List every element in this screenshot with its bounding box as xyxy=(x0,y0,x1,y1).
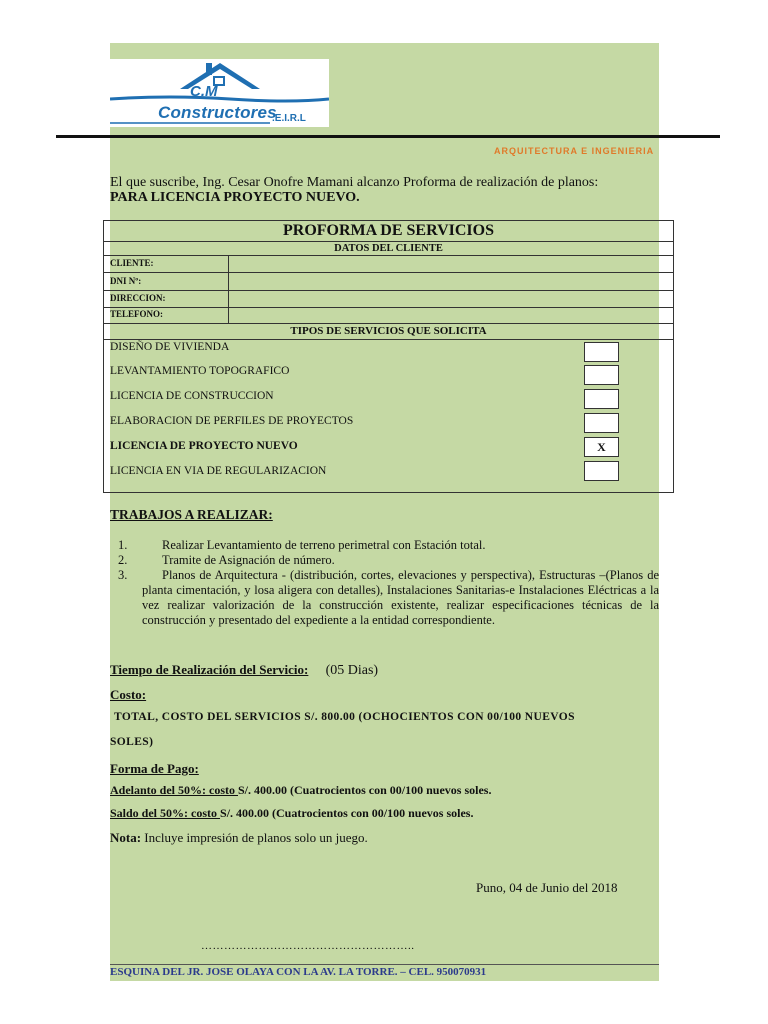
list-number: 1. xyxy=(118,538,128,552)
client-header: DATOS DEL CLIENTE xyxy=(104,242,673,256)
company-logo xyxy=(110,59,329,127)
works-title: TRABAJOS A REALIZAR: xyxy=(110,507,273,522)
payment-advance xyxy=(110,783,491,798)
cost-label: Costo: xyxy=(110,687,147,702)
list-text: Tramite de Asignación de número. xyxy=(162,553,335,567)
service-label: LICENCIA DE PROYECTO NUEVO xyxy=(110,440,298,452)
logo-name: Constructores xyxy=(158,103,277,122)
note-text: Incluye impresión de planos solo un juego. xyxy=(144,830,368,845)
list-number: 3. xyxy=(118,568,128,582)
form-title: PROFORMA DE SERVICIOS xyxy=(104,221,673,242)
intro-line: El que suscribe, Ing. Cesar Onofre Mamani alcanzo Proforma de realización de planos: xyxy=(110,175,599,190)
footer-address: ESQUINA DEL JR. JOSE OLAYA CON LA AV. LA TORRE. – CEL. 950070931 xyxy=(110,966,487,978)
list-text: Realizar Levantamiento de terreno perimetral con Estación total. xyxy=(162,538,486,552)
service-checkbox[interactable] xyxy=(584,461,619,481)
client-row xyxy=(104,290,673,308)
list-item xyxy=(118,568,659,628)
client-address-label: DIRECCION: xyxy=(110,293,166,303)
works-list xyxy=(118,538,659,628)
signature-line: ……………………………………………….. xyxy=(201,940,415,952)
note-label: Nota: xyxy=(110,830,142,845)
services-header: TIPOS DE SERVICIOS QUE SOLICITA xyxy=(104,323,673,340)
service-label: LICENCIA DE CONSTRUCCION xyxy=(110,390,274,402)
client-dni-label: DNI Nº: xyxy=(110,276,142,286)
time-row xyxy=(110,662,378,679)
logo-suffix: .E.I.R.L xyxy=(272,113,306,124)
advance-label: Adelanto del 50%: costo xyxy=(110,783,238,797)
service-checkbox[interactable]: X xyxy=(584,437,619,457)
client-row xyxy=(104,273,673,291)
payment-balance xyxy=(110,806,473,821)
client-phone-label: TELEFONO: xyxy=(110,309,164,319)
service-checkbox[interactable] xyxy=(584,413,619,433)
service-label: LEVANTAMIENTO TOPOGRAFICO xyxy=(110,365,290,377)
client-row xyxy=(104,255,673,273)
intro-project: PARA LICENCIA PROYECTO NUEVO. xyxy=(110,190,360,205)
service-label: DISEÑO DE VIVIENDA xyxy=(110,341,230,353)
time-label: Tiempo de Realización del Servicio: xyxy=(110,662,309,677)
service-checkbox[interactable] xyxy=(584,389,619,409)
document-date: Puno, 04 de Junio del 2018 xyxy=(476,880,618,895)
list-item xyxy=(118,538,659,553)
header-divider xyxy=(56,135,720,138)
list-text: Planos de Arquitectura - (distribución, cortes, elevaciones y perspectiva), Estructuras –(Planos de planta cimentación, y losa aligera con detalles), Instalaciones Sanitarias-e Instalaciones Eléctricas a la vez realizar valorización de la construcción existente, realizar especificaciones técnicas de la construcción y presentado del expediente a la entidad correspondiente. xyxy=(142,568,659,627)
client-name-label: CLIENTE: xyxy=(110,258,154,268)
advance-value: S/. 400.00 (Cuatrocientos con 00/100 nuevos soles. xyxy=(238,783,492,797)
service-checkbox[interactable] xyxy=(584,365,619,385)
service-checkbox[interactable] xyxy=(584,342,619,362)
balance-label: Saldo del 50%: costo xyxy=(110,806,221,820)
time-value: (05 Dias) xyxy=(325,663,379,678)
company-tagline: ARQUITECTURA E INGENIERIA xyxy=(494,146,655,156)
cost-total: TOTAL, COSTO DEL SERVICIOS S/. 800.00 (OCHOCIENTOS CON 00/100 NUEVOS xyxy=(114,711,575,723)
balance-value: S/. 400.00 (Cuatrocientos con 00/100 nuevos soles. xyxy=(220,806,474,820)
client-column-divider xyxy=(228,255,229,323)
proforma-form xyxy=(103,220,674,493)
logo-brand: C.M xyxy=(190,83,218,100)
client-row xyxy=(104,307,673,324)
service-label: LICENCIA EN VIA DE REGULARIZACION xyxy=(110,465,327,477)
intro-text xyxy=(110,175,598,205)
cost-total-cont: SOLES) xyxy=(110,736,154,748)
service-label: ELABORACION DE PERFILES DE PROYECTOS xyxy=(110,415,354,427)
footer-divider xyxy=(110,964,659,965)
list-number: 2. xyxy=(118,553,128,567)
list-item xyxy=(118,553,659,568)
payment-label: Forma de Pago: xyxy=(110,761,199,776)
note-row xyxy=(110,830,368,846)
